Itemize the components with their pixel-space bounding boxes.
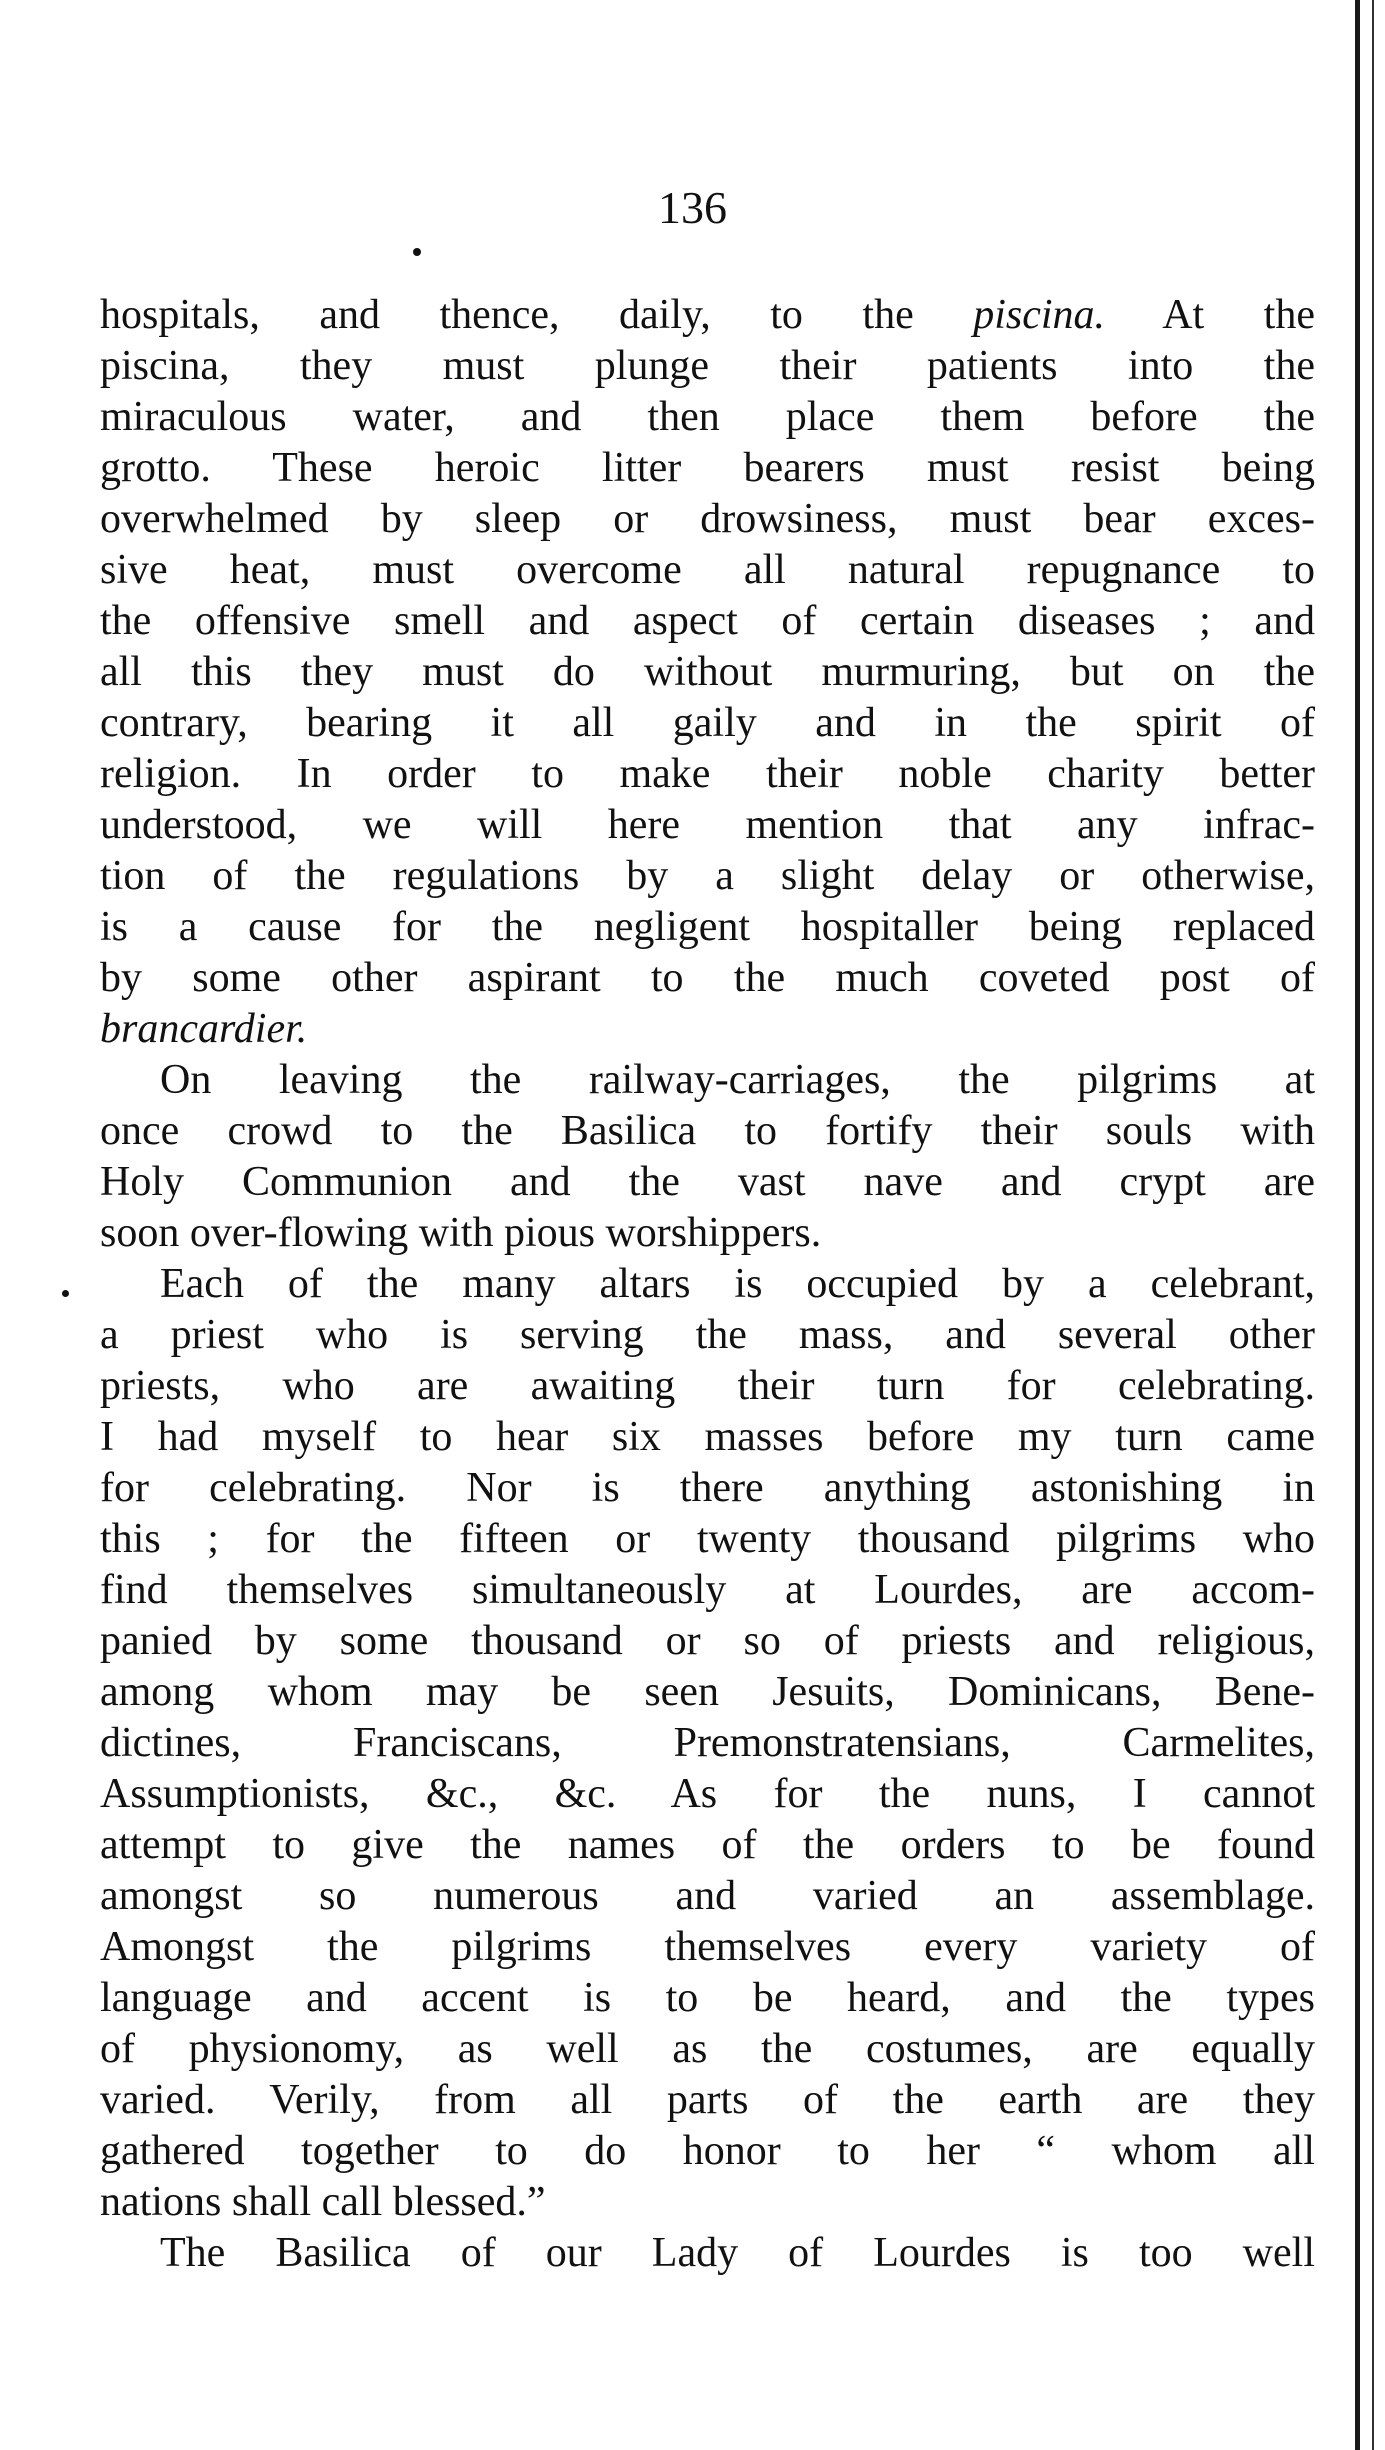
text-line: miraculous water, and then place them before the [100,394,1315,440]
paragraph [100,2228,1315,2279]
text-line: once crowd to the Basilica to fortify their souls with [100,1108,1315,1154]
paragraph [100,290,1315,1055]
text-line: among whom may be seen Jesuits, Dominicans, Bene- [100,1669,1315,1715]
text-line: piscina, they must plunge their patients into the [100,343,1315,389]
text-line: grotto. These heroic litter bearers must resist being [100,445,1315,491]
text-line: varied. Verily, from all parts of the earth are they [100,2077,1315,2123]
paragraph [100,1055,1315,1259]
italic-term: brancardier. [100,1006,308,1052]
text-line: priests, who are awaiting their turn for celebrating. [100,1363,1315,1409]
text-line: amongst so numerous and varied an assemblage. [100,1873,1315,1919]
text-line: hospitals, and thence, daily, to the piscina. At the [100,292,1315,338]
text-line: The Basilica of our Lady of Lourdes is too well [160,2230,1315,2276]
text-line: contrary, bearing it all gaily and in the spirit of [100,700,1315,746]
page-number: 136 [658,182,727,233]
text-line: dictines, Franciscans, Premonstratensians, Carmelites, [100,1720,1315,1766]
text-line: find themselves simultaneously at Lourdes, are accom- [100,1567,1315,1613]
text-line: all this they must do without murmuring, but on the [100,649,1315,695]
text-line: Holy Communion and the vast nave and crypt are [100,1159,1315,1205]
text-line: Each of the many altars is occupied by a celebrant, [160,1261,1315,1307]
text-line: by some other aspirant to the much coveted post of [100,955,1315,1001]
paragraph [100,1259,1315,2228]
text-line: religion. In order to make their noble charity better [100,751,1315,797]
text-line: for celebrating. Nor is there anything astonishing in [100,1465,1315,1511]
text-line: panied by some thousand or so of priests and religious, [100,1618,1315,1664]
text-line: understood, we will here mention that any infrac- [100,802,1315,848]
text-line: of physionomy, as well as the costumes, are equally [100,2026,1315,2072]
page-edge-rule-thin [1372,0,1374,2450]
text-line: a priest who is serving the mass, and several other [100,1312,1315,1358]
text-line: On leaving the railway-carriages, the pilgrims at [160,1057,1315,1103]
text-line: I had myself to hear six masses before my turn came [100,1414,1315,1460]
text-line: sive heat, must overcome all natural repugnance to [100,547,1315,593]
text-line: is a cause for the negligent hospitaller being replaced [100,904,1315,950]
text-line: this ; for the fifteen or twenty thousand pilgrims who [100,1516,1315,1562]
text-line: tion of the regulations by a slight delay or otherwise, [100,853,1315,899]
page-edge-rule [1355,0,1360,2450]
text-line [100,1004,1315,1055]
text-line: gathered together to do honor to her “ whom all [100,2128,1315,2174]
italic-term: piscina. [973,292,1106,338]
text-line: attempt to give the names of the orders to be found [100,1822,1315,1868]
text-line: language and accent is to be heard, and the types [100,1975,1315,2021]
text-line: overwhelmed by sleep or drowsiness, must bear exces- [100,496,1315,542]
text-line: soon over-flowing with pious worshippers. [100,1210,822,1256]
ink-speck [62,1290,69,1297]
ink-speck [413,248,421,256]
body-text [100,290,1315,2279]
text-line: Amongst the pilgrims themselves every variety of [100,1924,1315,1970]
text-line: nations shall call blessed.” [100,2179,546,2225]
text-line: the offensive smell and aspect of certain diseases ; and [100,598,1315,644]
text-line: Assumptionists, &c., &c. As for the nuns, I cannot [100,1771,1315,1817]
